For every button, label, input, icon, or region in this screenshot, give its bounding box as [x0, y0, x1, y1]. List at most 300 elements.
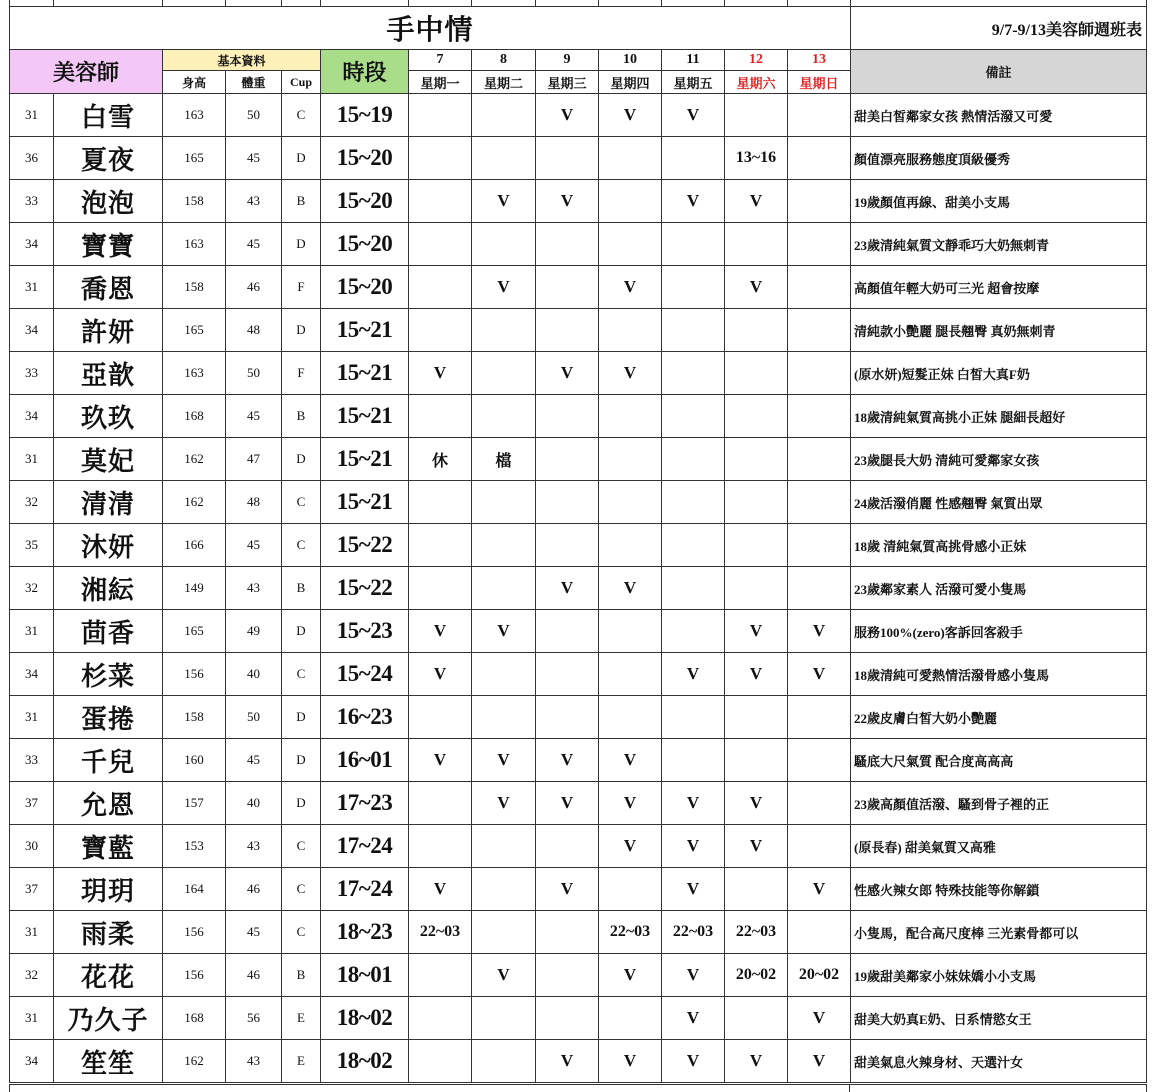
height-value: 163 [163, 94, 226, 137]
day-mark [599, 481, 662, 524]
header-weekday: 星期六 [725, 71, 788, 94]
table-row [10, 1040, 1147, 1083]
day-mark [599, 868, 662, 911]
cup-value: F [282, 352, 321, 395]
day-mark [409, 696, 472, 739]
beautician-name: 杉菜 [54, 653, 163, 696]
cup-value: D [282, 223, 321, 266]
day-mark: V [788, 653, 851, 696]
day-mark [725, 395, 788, 438]
day-mark: V [662, 1040, 725, 1083]
height-value: 168 [163, 395, 226, 438]
cup-value: C [282, 653, 321, 696]
remark: 18歲清純可愛熱情活潑骨感小隻馬 [851, 653, 1147, 696]
weight-value: 43 [226, 825, 282, 868]
day-mark: V [725, 610, 788, 653]
day-mark: V [409, 610, 472, 653]
room-number: 34 [10, 395, 54, 438]
day-mark: 22~03 [725, 911, 788, 954]
day-mark [599, 696, 662, 739]
remark: (原長春) 甜美氣質又高雅 [851, 825, 1147, 868]
time-slot: 18~23 [321, 911, 409, 954]
day-mark: V [662, 653, 725, 696]
day-mark [409, 309, 472, 352]
day-mark [536, 309, 599, 352]
day-mark: V [536, 94, 599, 137]
day-mark: V [662, 954, 725, 997]
day-mark [725, 94, 788, 137]
cup-value: D [282, 137, 321, 180]
room-number: 31 [10, 610, 54, 653]
day-mark [409, 825, 472, 868]
day-mark: V [599, 825, 662, 868]
height-value: 156 [163, 954, 226, 997]
height-value: 160 [163, 739, 226, 782]
day-mark [409, 94, 472, 137]
cup-value: D [282, 438, 321, 481]
room-number: 31 [10, 911, 54, 954]
table-row [10, 567, 1147, 610]
room-number: 34 [10, 309, 54, 352]
day-mark [725, 223, 788, 266]
room-number: 30 [10, 825, 54, 868]
day-mark: V [409, 868, 472, 911]
day-mark [788, 180, 851, 223]
day-mark: V [536, 868, 599, 911]
room-number: 33 [10, 352, 54, 395]
day-mark [472, 868, 536, 911]
day-mark: V [599, 352, 662, 395]
cup-value: C [282, 524, 321, 567]
day-mark: V [472, 180, 536, 223]
weight-value: 43 [226, 567, 282, 610]
day-mark [536, 481, 599, 524]
day-mark [788, 309, 851, 352]
day-mark [472, 825, 536, 868]
day-mark [409, 481, 472, 524]
day-mark [788, 395, 851, 438]
beautician-name: 茴香 [54, 610, 163, 653]
day-mark [662, 438, 725, 481]
weight-value: 50 [226, 696, 282, 739]
height-value: 168 [163, 997, 226, 1040]
table-row [10, 997, 1147, 1040]
day-mark [788, 481, 851, 524]
day-mark [536, 696, 599, 739]
header-weekday: 星期四 [599, 71, 662, 94]
time-slot: 15~19 [321, 94, 409, 137]
remark: 甜美白皙鄰家女孩 熱情活潑又可愛 [851, 94, 1147, 137]
remark: 甜美大奶真E奶、日系情慾女王 [851, 997, 1147, 1040]
day-mark [599, 137, 662, 180]
day-mark [788, 438, 851, 481]
remark: 23歲高顏值活潑、騷到骨子裡的正 [851, 782, 1147, 825]
height-value: 165 [163, 610, 226, 653]
remark: 18歲清純氣質高挑小正妹 腿細長超好 [851, 395, 1147, 438]
day-mark [536, 137, 599, 180]
weight-value: 46 [226, 868, 282, 911]
height-value: 158 [163, 696, 226, 739]
day-mark [599, 997, 662, 1040]
weight-value: 45 [226, 395, 282, 438]
header-weekday: 星期二 [472, 71, 536, 94]
beautician-name: 清清 [54, 481, 163, 524]
day-mark [409, 266, 472, 309]
beautician-name: 千兒 [54, 739, 163, 782]
beautician-name: 湘紜 [54, 567, 163, 610]
weekly-schedule-table [9, 6, 1147, 1083]
beautician-name: 笙笙 [54, 1040, 163, 1083]
day-mark [536, 954, 599, 997]
day-mark: 13~16 [725, 137, 788, 180]
height-value: 165 [163, 137, 226, 180]
remark: 23歲腿長大奶 清純可愛鄰家女孩 [851, 438, 1147, 481]
weight-value: 46 [226, 954, 282, 997]
weight-value: 45 [226, 524, 282, 567]
room-number: 37 [10, 782, 54, 825]
time-slot: 15~21 [321, 438, 409, 481]
beautician-name: 玥玥 [54, 868, 163, 911]
remark: (原水妍)短髮正妹 白皙大真F奶 [851, 352, 1147, 395]
room-number: 32 [10, 481, 54, 524]
table-row [10, 438, 1147, 481]
cup-value: C [282, 825, 321, 868]
beautician-name: 許妍 [54, 309, 163, 352]
height-value: 162 [163, 438, 226, 481]
day-mark: V [472, 954, 536, 997]
day-mark: V [662, 782, 725, 825]
time-slot: 18~02 [321, 997, 409, 1040]
header-date: 9 [536, 50, 599, 71]
room-number: 33 [10, 739, 54, 782]
day-mark: 22~03 [599, 911, 662, 954]
cup-value: B [282, 954, 321, 997]
height-value: 163 [163, 352, 226, 395]
table-row [10, 868, 1147, 911]
day-mark [599, 309, 662, 352]
time-slot: 17~23 [321, 782, 409, 825]
day-mark [788, 567, 851, 610]
day-mark [662, 567, 725, 610]
day-mark [409, 997, 472, 1040]
beautician-name: 泡泡 [54, 180, 163, 223]
header-date: 11 [662, 50, 725, 71]
day-mark [788, 94, 851, 137]
day-mark [725, 352, 788, 395]
cup-value: E [282, 997, 321, 1040]
week-label: 9/7-9/13美容師週班表 [851, 7, 1147, 50]
day-mark [472, 1040, 536, 1083]
table-row [10, 352, 1147, 395]
beautician-name: 寶藍 [54, 825, 163, 868]
beautician-name: 沐妍 [54, 524, 163, 567]
table-row [10, 223, 1147, 266]
day-mark: V [725, 825, 788, 868]
day-mark [472, 696, 536, 739]
time-slot: 15~21 [321, 352, 409, 395]
day-mark [472, 481, 536, 524]
day-mark: V [599, 782, 662, 825]
beautician-name: 亞歆 [54, 352, 163, 395]
day-mark [725, 739, 788, 782]
day-mark: V [536, 567, 599, 610]
day-mark: V [725, 653, 788, 696]
day-mark [536, 610, 599, 653]
cup-value: F [282, 266, 321, 309]
day-mark: V [725, 180, 788, 223]
height-value: 158 [163, 266, 226, 309]
day-mark: 22~03 [409, 911, 472, 954]
table-row [10, 266, 1147, 309]
time-slot: 15~22 [321, 524, 409, 567]
day-mark: V [599, 567, 662, 610]
day-mark: V [662, 180, 725, 223]
day-mark: V [725, 782, 788, 825]
height-value: 158 [163, 180, 226, 223]
header-date: 13 [788, 50, 851, 71]
day-mark [409, 524, 472, 567]
room-number: 36 [10, 137, 54, 180]
day-mark: V [536, 352, 599, 395]
day-mark: V [536, 180, 599, 223]
cup-value: B [282, 567, 321, 610]
day-mark [725, 524, 788, 567]
day-mark: V [472, 739, 536, 782]
weight-value: 48 [226, 481, 282, 524]
day-mark [472, 395, 536, 438]
remark: 19歲顏值再線、甜美小支馬 [851, 180, 1147, 223]
time-slot: 15~20 [321, 223, 409, 266]
time-slot: 17~24 [321, 868, 409, 911]
cup-value: D [282, 696, 321, 739]
day-mark [662, 395, 725, 438]
day-mark: V [472, 782, 536, 825]
time-slot: 15~21 [321, 309, 409, 352]
day-mark [662, 223, 725, 266]
day-mark: V [472, 610, 536, 653]
day-mark [599, 653, 662, 696]
header-weekday: 星期日 [788, 71, 851, 94]
day-mark: V [662, 94, 725, 137]
day-mark [536, 524, 599, 567]
day-mark [599, 610, 662, 653]
cup-value: D [282, 309, 321, 352]
day-mark [662, 266, 725, 309]
remark: 23歲清純氣質文靜乖巧大奶無刺青 [851, 223, 1147, 266]
header-cup: Cup [282, 71, 321, 94]
beautician-name: 允恩 [54, 782, 163, 825]
height-value: 153 [163, 825, 226, 868]
day-mark [409, 137, 472, 180]
day-mark: V [788, 997, 851, 1040]
remark: 高顏值年輕大奶可三光 超會按摩 [851, 266, 1147, 309]
day-mark [662, 481, 725, 524]
cup-value: C [282, 481, 321, 524]
day-mark: V [662, 997, 725, 1040]
remark: 18歲 清純氣質高挑骨感小正妹 [851, 524, 1147, 567]
room-number: 31 [10, 997, 54, 1040]
weight-value: 40 [226, 653, 282, 696]
day-mark [472, 653, 536, 696]
height-value: 157 [163, 782, 226, 825]
day-mark: V [409, 653, 472, 696]
day-mark: V [599, 266, 662, 309]
day-mark [725, 696, 788, 739]
time-slot: 15~21 [321, 395, 409, 438]
table-row [10, 825, 1147, 868]
table-row [10, 782, 1147, 825]
table-row [10, 524, 1147, 567]
table-row [10, 653, 1147, 696]
time-slot: 15~20 [321, 266, 409, 309]
header-weekday: 星期一 [409, 71, 472, 94]
remark: 顏值漂亮服務態度頂級優秀 [851, 137, 1147, 180]
day-mark [788, 739, 851, 782]
remark: 騷底大尺氣質 配合度高高高 [851, 739, 1147, 782]
beautician-name: 白雪 [54, 94, 163, 137]
day-mark: V [788, 1040, 851, 1083]
day-mark [662, 610, 725, 653]
cup-value: C [282, 911, 321, 954]
weight-value: 40 [226, 782, 282, 825]
day-mark [536, 266, 599, 309]
weight-value: 50 [226, 352, 282, 395]
beautician-name: 乃久子 [54, 997, 163, 1040]
day-mark: 休 [409, 438, 472, 481]
beautician-name: 喬恩 [54, 266, 163, 309]
time-slot: 15~20 [321, 180, 409, 223]
cup-value: C [282, 868, 321, 911]
day-mark [599, 395, 662, 438]
height-value: 164 [163, 868, 226, 911]
day-mark: V [409, 352, 472, 395]
day-mark: 20~02 [725, 954, 788, 997]
day-mark [788, 524, 851, 567]
table-row [10, 954, 1147, 997]
day-mark [788, 266, 851, 309]
day-mark [725, 309, 788, 352]
day-mark [409, 395, 472, 438]
beautician-name: 玖玖 [54, 395, 163, 438]
day-mark [725, 481, 788, 524]
cup-value: B [282, 180, 321, 223]
day-mark [788, 782, 851, 825]
day-mark [409, 180, 472, 223]
remark: 23歲鄰家素人 活潑可愛小隻馬 [851, 567, 1147, 610]
header-remarks: 備註 [851, 50, 1147, 94]
time-slot: 16~23 [321, 696, 409, 739]
day-mark: V [536, 1040, 599, 1083]
day-mark: V [599, 1040, 662, 1083]
remark: 24歲活潑俏麗 性感翹臀 氣質出眾 [851, 481, 1147, 524]
height-value: 162 [163, 1040, 226, 1083]
table-row [10, 481, 1147, 524]
header-height: 身高 [163, 71, 226, 94]
day-mark [536, 911, 599, 954]
day-mark [472, 94, 536, 137]
height-value: 149 [163, 567, 226, 610]
day-mark: 22~03 [662, 911, 725, 954]
weight-value: 46 [226, 266, 282, 309]
cup-value: D [282, 610, 321, 653]
day-mark [472, 352, 536, 395]
day-mark [662, 739, 725, 782]
cup-value: C [282, 94, 321, 137]
remark: 服務100%(zero)客訴回客殺手 [851, 610, 1147, 653]
weight-value: 50 [226, 94, 282, 137]
day-mark [536, 223, 599, 266]
room-number: 34 [10, 223, 54, 266]
day-mark [409, 782, 472, 825]
time-slot: 15~23 [321, 610, 409, 653]
room-number: 32 [10, 954, 54, 997]
day-mark [472, 524, 536, 567]
cup-value: D [282, 782, 321, 825]
beautician-name: 雨柔 [54, 911, 163, 954]
day-mark: 20~02 [788, 954, 851, 997]
remark: 性感火辣女郎 特殊技能等你解鎖 [851, 868, 1147, 911]
time-slot: 15~22 [321, 567, 409, 610]
time-slot: 15~21 [321, 481, 409, 524]
day-mark [662, 524, 725, 567]
height-value: 162 [163, 481, 226, 524]
day-mark [536, 825, 599, 868]
beautician-name: 莫妃 [54, 438, 163, 481]
header-period: 時段 [321, 50, 409, 94]
beautician-name: 蛋捲 [54, 696, 163, 739]
day-mark [409, 223, 472, 266]
day-mark [599, 524, 662, 567]
day-mark: V [536, 782, 599, 825]
beautician-name: 寶寶 [54, 223, 163, 266]
table-row [10, 696, 1147, 739]
remark: 19歲甜美鄰家小妹妹嬌小小支馬 [851, 954, 1147, 997]
day-mark [788, 352, 851, 395]
table-row [10, 94, 1147, 137]
room-number: 31 [10, 94, 54, 137]
day-mark [599, 223, 662, 266]
remark: 甜美氣息火辣身材、天選汁女 [851, 1040, 1147, 1083]
day-mark [662, 137, 725, 180]
height-value: 163 [163, 223, 226, 266]
sheet-title: 手中情 [10, 7, 851, 50]
beautician-name: 夏夜 [54, 137, 163, 180]
day-mark [409, 954, 472, 997]
day-mark [662, 696, 725, 739]
height-value: 156 [163, 911, 226, 954]
weight-value: 43 [226, 180, 282, 223]
time-slot: 18~02 [321, 1040, 409, 1083]
time-slot: 17~24 [321, 825, 409, 868]
day-mark [725, 567, 788, 610]
table-row [10, 309, 1147, 352]
day-mark [536, 997, 599, 1040]
cup-value: B [282, 395, 321, 438]
room-number: 34 [10, 653, 54, 696]
day-mark [662, 352, 725, 395]
day-mark [662, 309, 725, 352]
day-mark: V [599, 94, 662, 137]
header-date: 7 [409, 50, 472, 71]
day-mark: V [472, 266, 536, 309]
day-mark [472, 309, 536, 352]
room-number: 37 [10, 868, 54, 911]
header-basic-info: 基本資料 [163, 50, 321, 71]
table-row [10, 395, 1147, 438]
height-value: 165 [163, 309, 226, 352]
day-mark: V [599, 954, 662, 997]
weight-value: 45 [226, 223, 282, 266]
